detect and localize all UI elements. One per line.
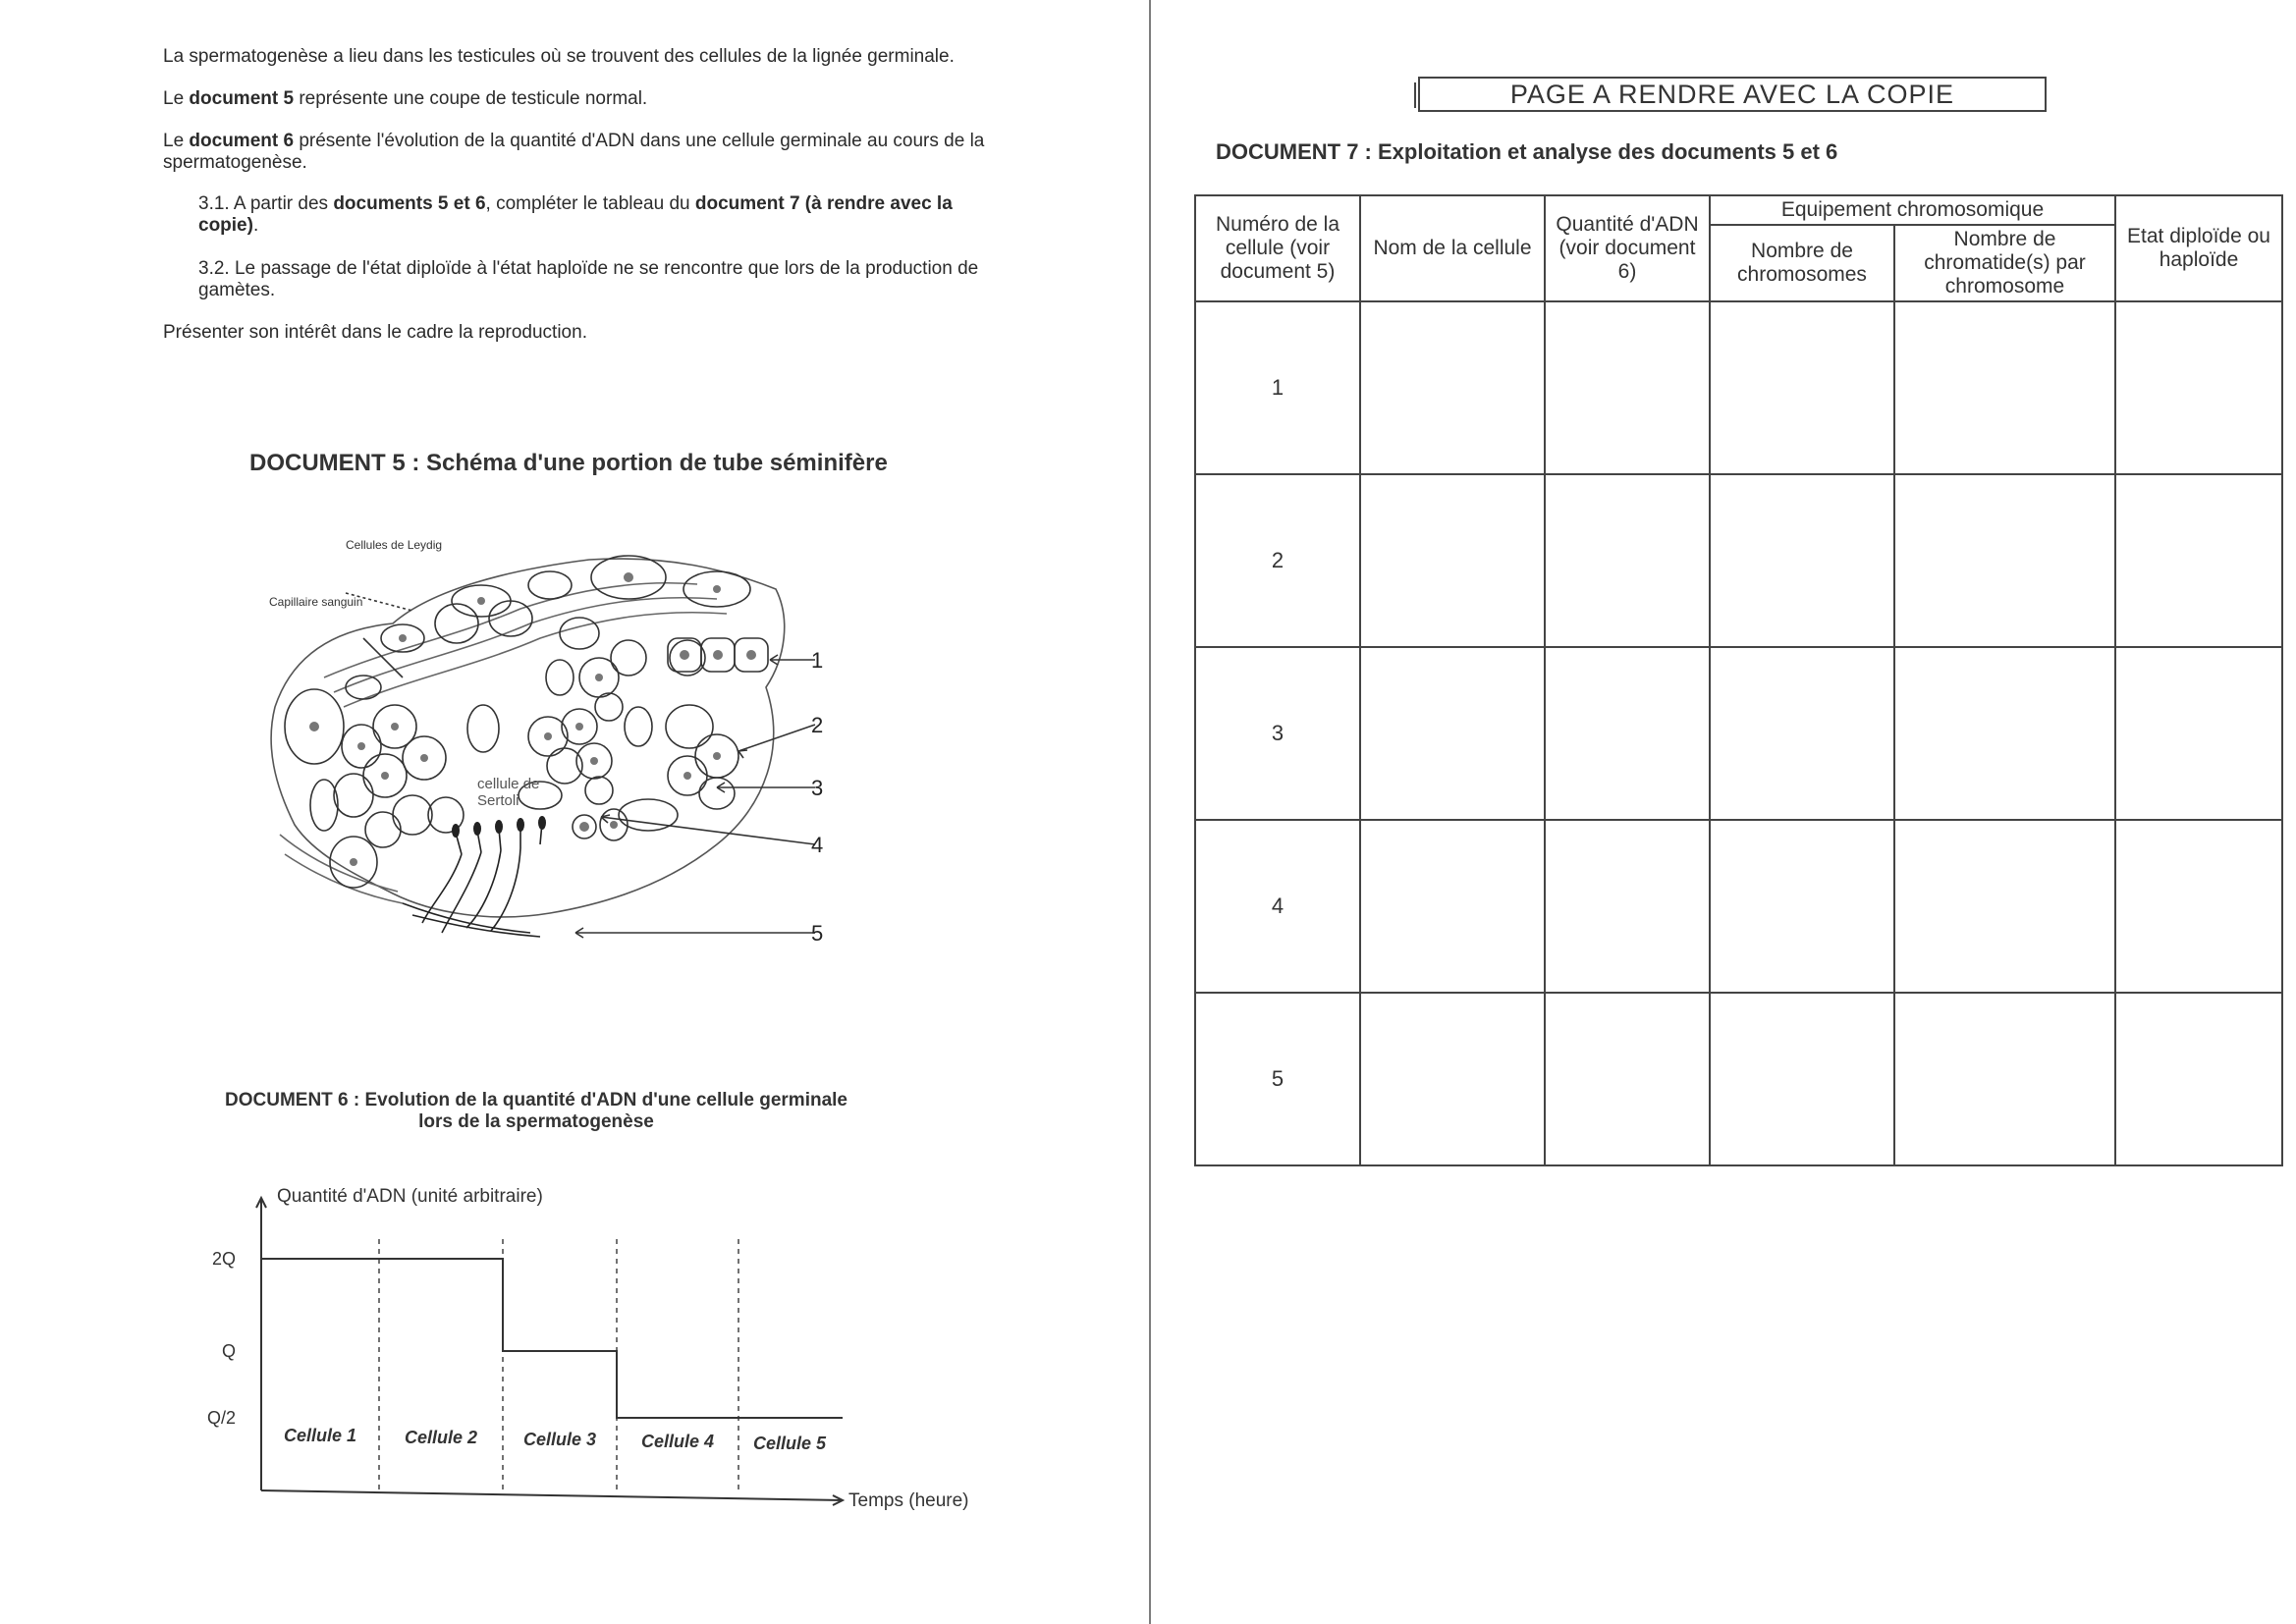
label-sertoli-cell: cellule de Sertoli [477, 776, 540, 809]
answer-cell[interactable] [1894, 474, 2115, 647]
answer-cell[interactable] [1894, 647, 2115, 820]
question-3-1: 3.1. A partir des documents 5 et 6, compléter le tableau du document 7 (à rendre avec la copie). [198, 193, 953, 236]
header-dna-quantity: Quantité d'ADN (voir document 6) [1545, 195, 1710, 301]
answer-cell[interactable] [2115, 301, 2282, 474]
document-5-title: DOCUMENT 5 : Schéma d'une portion de tube séminifère [249, 450, 888, 476]
dna-quantity-chart [196, 1178, 982, 1532]
category-label: Cellule 2 [404, 1428, 478, 1447]
table-row [1195, 820, 2282, 993]
question-3-2: 3.2. Le passage de l'état diploïde à l'état haploïde ne se rencontre que lors de la production de gamètes. [198, 258, 979, 300]
header-ploidy-state: Etat diploïde ou haploïde [2115, 195, 2282, 301]
answer-cell[interactable] [1710, 647, 1894, 820]
category-label: Cellule 5 [752, 1434, 827, 1453]
answer-cell[interactable] [1710, 301, 1894, 474]
label-number-2: 2 [811, 713, 824, 737]
label-number-4: 4 [811, 833, 824, 857]
seminiferous-tubule-diagram [255, 530, 884, 972]
answer-cell[interactable] [1710, 993, 1894, 1165]
table-row [1195, 647, 2282, 820]
answer-cell[interactable] [1545, 474, 1710, 647]
answer-cell[interactable] [2115, 647, 2282, 820]
answer-cell[interactable] [1360, 820, 1545, 993]
paragraph-document-5: Le document 5 représente une coupe de testicule normal. [163, 88, 648, 109]
label-number-3: 3 [811, 776, 824, 800]
answer-cell[interactable] [1545, 301, 1710, 474]
x-axis [261, 1490, 843, 1500]
category-label: Cellule 3 [522, 1430, 597, 1449]
answer-cell[interactable] [1545, 820, 1710, 993]
row-number: 2 [1195, 474, 1360, 647]
table-row [1195, 993, 2282, 1165]
row-number: 4 [1195, 820, 1360, 993]
row-number: 1 [1195, 301, 1360, 474]
answer-cell[interactable] [1545, 993, 1710, 1165]
answer-cell[interactable] [1360, 301, 1545, 474]
header-cell-name: Nom de la cellule [1360, 195, 1545, 301]
label-leydig-cells: Cellules de Leydig [346, 538, 443, 552]
hand-in-banner: PAGE A RENDRE AVEC LA COPIE [1418, 77, 2047, 112]
y-tick-label: Q/2 [206, 1408, 236, 1428]
paragraph-document-6: Le document 6 présente l'évolution de la quantité d'ADN dans une cellule germinale au cours de la spermatogenèse. [163, 131, 985, 173]
y-axis-label: Quantité d'ADN (unité arbitraire) [277, 1186, 543, 1207]
analysis-table [1194, 194, 2283, 1166]
answer-cell[interactable] [1360, 647, 1545, 820]
category-label: Cellule 4 [640, 1432, 715, 1451]
answer-cell[interactable] [1710, 474, 1894, 647]
y-tick-label: 2Q [211, 1249, 236, 1269]
table-row [1195, 474, 2282, 647]
document-6-title: DOCUMENT 6 : Evolution de la quantité d'ADN d'une cellule germinale lors de la spermatogenèse [225, 1090, 847, 1132]
label-number-1: 1 [811, 648, 824, 673]
x-axis-label: Temps (heure) [848, 1490, 969, 1511]
dna-step-line [261, 1259, 843, 1418]
document-7-title: DOCUMENT 7 : Exploitation et analyse des documents 5 et 6 [1216, 139, 1838, 164]
header-chromosome-equipment: Equipement chromosomique [1710, 195, 2115, 225]
answer-cell[interactable] [2115, 820, 2282, 993]
category-label: Cellule 1 [283, 1426, 357, 1445]
label-blood-capillary: Capillaire sanguin [269, 595, 363, 609]
header-chromosome-count: Nombre de chromosomes [1710, 225, 1894, 301]
right-page [1151, 0, 2296, 1624]
answer-cell[interactable] [1360, 993, 1545, 1165]
header-chromatids-per-chromosome: Nombre de chromatide(s) par chromosome [1894, 225, 2115, 301]
intro-text: La spermatogenèse a lieu dans les testicules où se trouvent des cellules de la lignée germinale. [163, 46, 955, 67]
answer-cell[interactable] [1894, 993, 2115, 1165]
label-number-5: 5 [811, 921, 824, 946]
answer-cell[interactable] [2115, 474, 2282, 647]
answer-cell[interactable] [1894, 820, 2115, 993]
question-3-2-instruction: Présenter son intérêt dans le cadre la reproduction. [163, 322, 587, 343]
header-cell-number: Numéro de la cellule (voir document 5) [1195, 195, 1360, 301]
y-tick-label: Q [221, 1341, 236, 1361]
row-number: 3 [1195, 647, 1360, 820]
answer-cell[interactable] [2115, 993, 2282, 1165]
answer-cell[interactable] [1545, 647, 1710, 820]
answer-cell[interactable] [1360, 474, 1545, 647]
table-row [1195, 301, 2282, 474]
answer-cell[interactable] [1894, 301, 2115, 474]
answer-cell[interactable] [1710, 820, 1894, 993]
row-number: 5 [1195, 993, 1360, 1165]
